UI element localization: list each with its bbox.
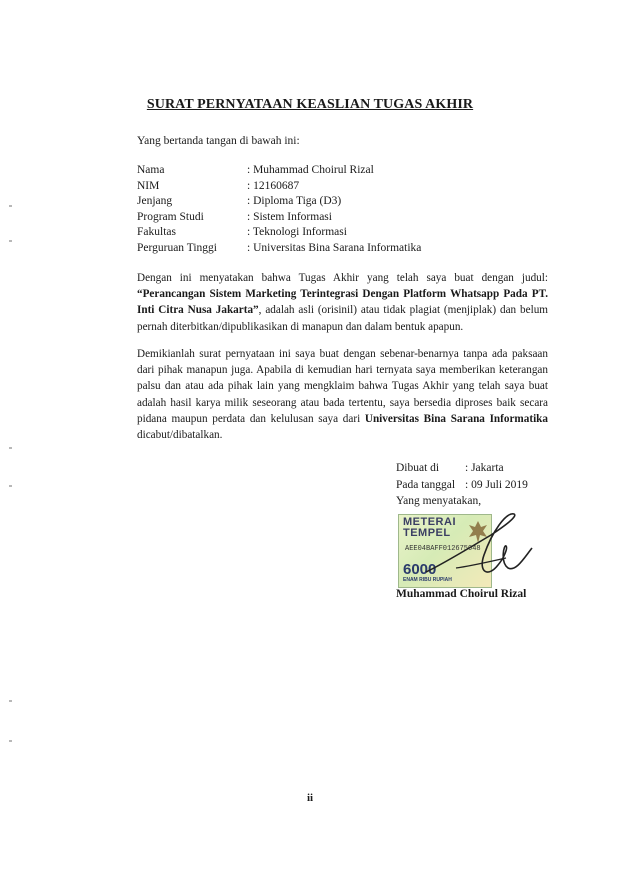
stamp-amount: 6000 [403,561,437,578]
signing-info [396,460,528,510]
thesis-title: “Perancangan Sistem Marketing Terintegrasi Dengan Platform Whatsapp Pada PT. Inti Citra Nusa Jakarta” [137,288,548,317]
field-value: : Teknologi Informasi [247,226,347,239]
field-value: : Universitas Bina Sarana Informatika [247,241,422,254]
field-label: Program Studi [137,210,204,223]
identity-fields [137,163,421,257]
field-label: Jenjang [137,195,173,208]
stamp-heading-line: TEMPEL [403,527,451,539]
date-value: : 09 Juli 2019 [465,478,528,491]
signing-date-row [396,477,528,494]
field-label: NIM [137,179,160,192]
statement-label: Yang menyatakan, [396,495,482,507]
field-value: : Diploma Tiga (D3) [247,195,342,208]
page-number: ii [306,792,314,804]
scan-speck [9,447,12,449]
place-value: : Jakarta [465,462,504,474]
place-label: Dibuat di [396,462,440,474]
paragraph-text: Demikianlah surat pernyataan ini saya buat dengan sebenar-benarnya tanpa ada paksaan dari pihak manapun juga. Apabila di kemudian hari ternyata saya memberikan keterangan palsu dan atau ada pihak lain yang mengklaim bahwa Tugas Akhir yang telah saya buat adalah hasil karya milik seseorang atau bada tertentu, saya bersedia diproses baik secara pidana maupun perdata dan kelulusan saya dari [137,348,548,425]
field-value: : 12160687 [247,179,300,192]
paragraph-text: dicabut/dibatalkan. [137,429,223,442]
stamp-heading-line: METERAI [403,516,456,528]
university-name: Universitas Bina Sarana Informatika [364,412,548,425]
paragraph-text: , adalah asli (orisinil) atau tidak plagiat (menjiplak) dan belum pernah diterbitkan/dipublikasikan di manapun dan dalam bentuk apapun. [137,304,548,333]
scan-speck [9,700,12,702]
field-label: Nama [137,164,165,176]
field-label: Fakultas [137,226,176,239]
signer-name: Muhammad Choirul Rizal [396,588,527,600]
paragraph-text: Dengan ini menyatakan bahwa Tugas Akhir yang telah saya buat dengan judul: [137,272,548,284]
field-row-name [137,163,421,179]
field-row-program [137,210,421,226]
field-row-faculty [137,225,421,241]
stamp-and-signature [396,510,546,590]
statement-paragraph [137,270,548,335]
declaration-paragraph [137,346,548,443]
document-title: SURAT PERNYATAAN KEASLIAN TUGAS AKHIR [146,97,474,112]
field-row-nim [137,179,421,195]
scan-speck [9,740,12,742]
stamp-serial: AEE04BAFF012675048 [405,545,481,553]
field-value: : Sistem Informasi [247,210,332,223]
field-row-university [137,241,421,257]
scan-speck [9,240,12,242]
field-label: Perguruan Tinggi [137,241,217,254]
field-value: : Muhammad Choirul Rizal [247,164,374,176]
intro-text: Yang bertanda tangan di bawah ini: [137,135,300,147]
scan-speck [9,485,12,487]
field-row-level [137,194,421,210]
scan-speck [9,205,12,207]
date-label: Pada tanggal [396,478,456,491]
stamp-amount-words: ENAM RIBU RUPIAH [403,577,452,583]
signing-place-row [396,460,528,477]
handwritten-signature-icon [396,510,546,590]
